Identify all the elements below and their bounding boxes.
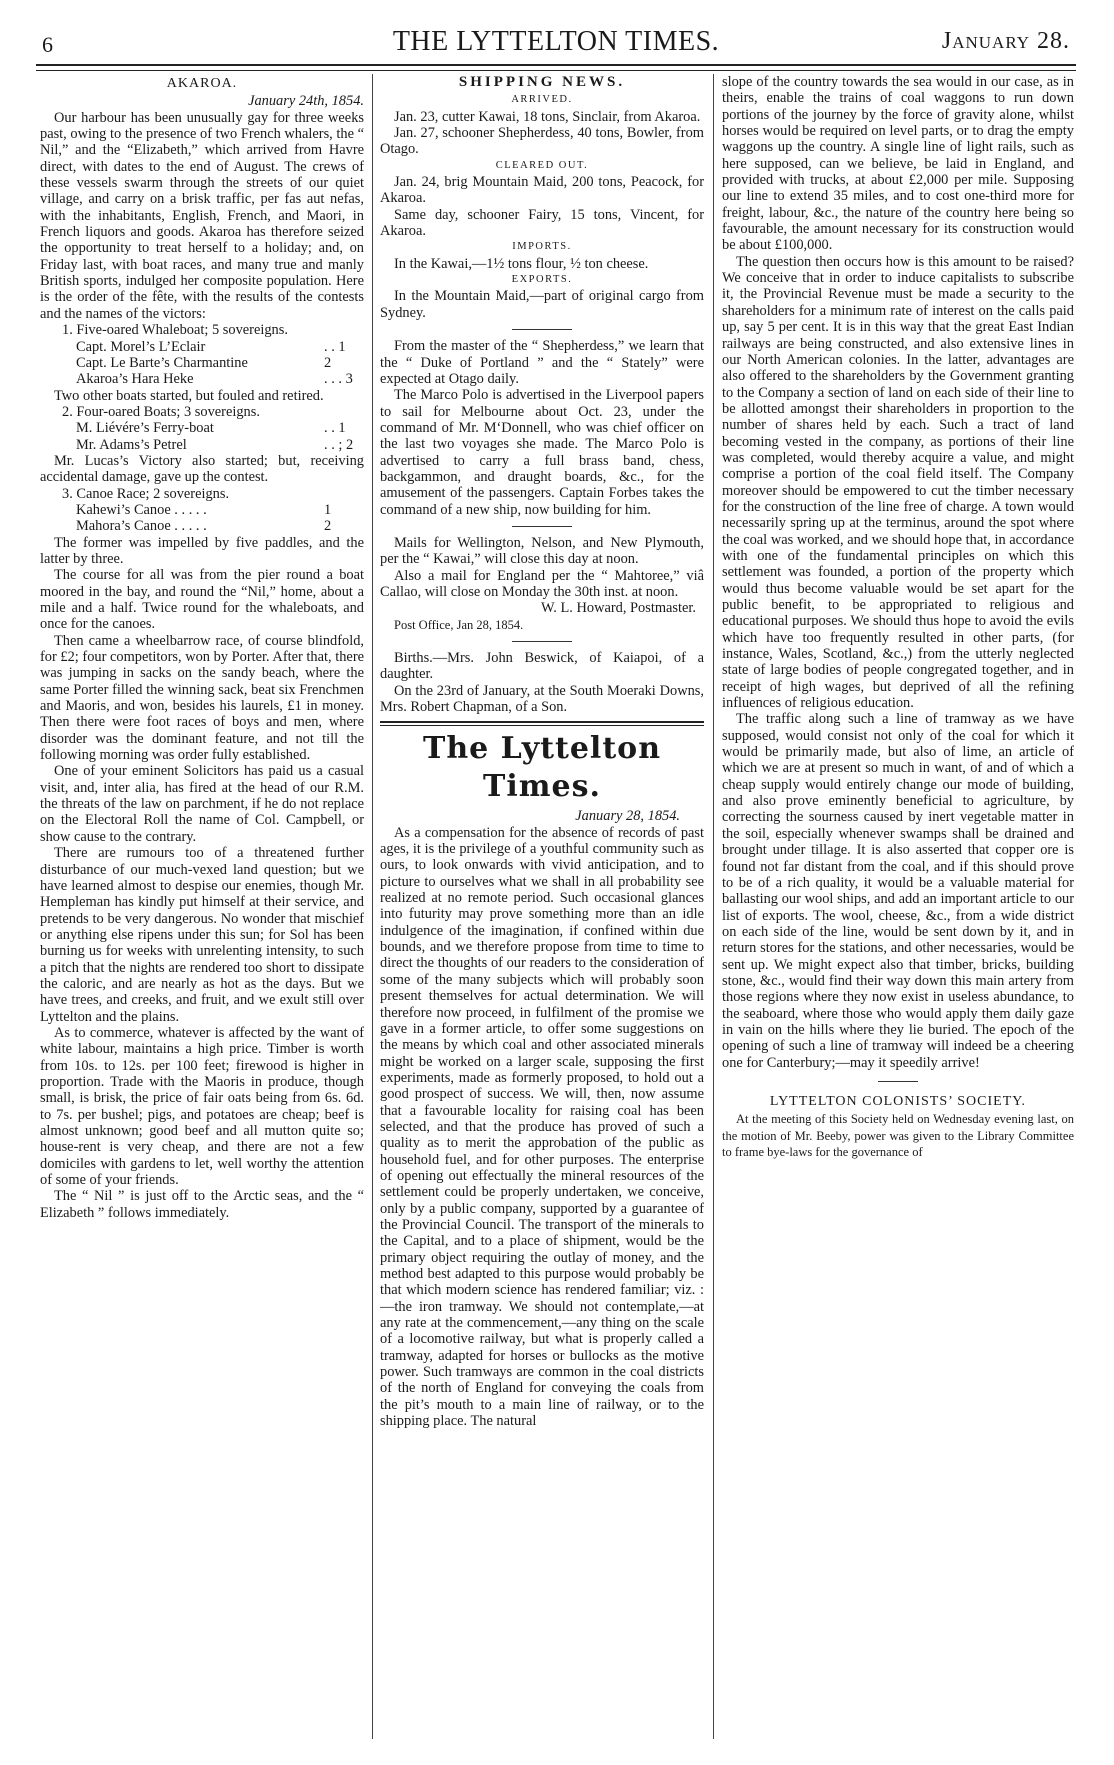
article-paragraph: Two other boats started, but fouled and retired. bbox=[54, 387, 324, 404]
editorial-dateline: January 28, 1854. bbox=[575, 808, 680, 825]
section-divider bbox=[512, 329, 572, 330]
race-title: 3. Canoe Race; 2 sovereigns. bbox=[62, 485, 230, 502]
masthead-rule bbox=[36, 64, 1076, 71]
births-notice: Births.—Mrs. John Beswick, of Kaiapoi, of a daughter. bbox=[380, 650, 704, 683]
newspaper-page bbox=[36, 22, 1076, 1747]
article-paragraph: As to commerce, whatever is affected by the want of white labour, maintains a high price. Timber is worth from 10s. to 12s. per 100 feet; firewood is higher in proportion. Trade with the Maoris in produce, though small, is brisk, the price of fair oats being from 6s. 6d. to 7s. per bushel; pigs, and potatoes are cheap; beef is almost unknown; good beef and all mutton quite so; house-rent is very cheap, and there are not a few domiciles with gardens to let, well worthy the attention of some of your friends. bbox=[40, 1024, 364, 1189]
section-divider bbox=[512, 641, 572, 642]
akaroa-heading: AKAROA. bbox=[166, 76, 238, 91]
article-paragraph: The “ Nil ” is just off to the Arctic seas, and the “ Elizabeth ” follows immediately. bbox=[40, 1188, 364, 1221]
akaroa-dateline: January 24th, 1854. bbox=[248, 93, 364, 110]
race-entry: Kahewi’s Canoe . . . . . 1 bbox=[76, 501, 332, 518]
article-paragraph: Mr. Lucas’s Victory also started; but, receiving accidental damage, gave up the contest. bbox=[40, 452, 364, 486]
editorial-paragraph: As a compensation for the absence of records of past ages, it is the privilege of a youthful community such as ours, to look onwards with vivid anticipation, and to picture to ourselves what we shall in all probability see realized at no remote period. Such occasional glances into futurity may prove something more than an idle indulgence of the imagination, if confined within due bounds, and we therefore propose from time to time to direct the thoughts of our readers to the consideration of some of the many subjects which will probably soon present themselves for actual determination. We will therefore now proceed, in fulfilment of the promise we gave in a former article, to offer some suggestions on the means by which coal and other associated minerals might be worked on a larger scale, supposing the first experiments, made as formerly proposed, to hold out a good prospect of success. We will, then, now assume that a favourable locality for raising coal has been selected, and that the produce has proved of such a quality as to merit the approbation of the public as household fuel, and for other purposes. The enterprise of opening out effectually the mineral resources of the settlement could be properly undertaken, we conceive, only by a public company, supported by a guarantee of the Provincial Council. The transport of the minerals to the Capital, and to a place of shipment, would be the primary object requiring the outlay of money, and the method best adapted to this purpose would probably be that which modern science has rendered familiar; viz. :—the iron tramway. We should not contemplate,—at any rate at the commencement,—any thing on the scale of a locomotive railway, but what is properly called a tramway, adapted for horses or bullocks as the motive power. Such tramways are common in the coal districts of the north of England for conveying the coals from the pit’s mouth to a main line of railway, or to the shipping place. The natural bbox=[380, 824, 704, 1430]
article-paragraph: Our harbour has been unusually gay for three weeks past, owing to the presence of two French whalers, the “ Nil,” and the “Elizabeth,” which arrived from Havre direct, with dates to the end of August. The crews of these vessels swarm through the streets of our quiet village, and carry on a brisk traffic, per fas aut nefas, with the inhabitants, English, French, and Maori, in French liquors and goods. Akaroa has therefore seized the opportunity to treat herself to a holiday; and, on Friday last, with boat races, and many true and manly British sports, indulged her composite population. Here is the order of the fête, with the results of the contests and the names of the victors: bbox=[40, 109, 364, 322]
section-divider bbox=[878, 1081, 918, 1082]
editorial-paragraph: slope of the country towards the sea would in our case, as in theirs, enable the trains of coal waggons to run down portions of the journey by the force of gravity alone, whilst horses would be required on level parts, or to drag the empty waggons up the country. A single line of light rails, such as here supposed, can we believe, be laid in England, and provided with trucks, at about £2,000 per mile. Supposing our line to extend 35 miles, and to cost one-third more for freight, labour, &c., the nature of the country here being so favourable, the amount necessary for its construction would be about £100,000. bbox=[722, 74, 1074, 254]
shipping-heading: SHIPPING NEWS. bbox=[458, 74, 626, 90]
page-number: 6 bbox=[42, 32, 53, 57]
article-paragraph: The course for all was from the pier round a boat moored in the bay, and round the “Nil,” home, about a mile and a half. Twice round for the whaleboats, and once for the canoes. bbox=[40, 567, 364, 633]
shipping-entry: Same day, schooner Fairy, 15 tons, Vincent, for Akaroa. bbox=[380, 206, 704, 240]
masthead bbox=[36, 22, 1076, 62]
article-paragraph: One of your eminent Solicitors has paid us a casual visit, and, inter alia, has fired at the head of our R.M. the threats of the law on parchment, if he do not replace on the Electoral Roll the name of Col. Campbell, or show cause to the contrary. bbox=[40, 763, 364, 845]
race-entry: Akaroa’s Hara Heke . . . 3 bbox=[76, 371, 353, 388]
editorial-paragraph: The traffic along such a line of tramway as we have supposed, would consist not only of the coal for which it would be primarily made, but also of lime, an article of which we are at present so much in want, of and of which a cheap supply would entirely change our mode of building, and also prove eminently beneficial to agriculture, by correcting the sourness caused by inert vegetable matter in the soil, especially whenever swamps shall be drained and brought under tillage. It is also asserted that copper ore is found not far distant from the coal, and if this should prove to be of a rich quality, it would be a valuable material for ballasting our wool ships, and add an important article to our list of exports. The wool, cheese, &c., from a wide district on each side of the line, would be sent down by it, and in return stores for the stations, and other necessaries, would be sent up. We might expect also that timber, bricks, building stone, &c., would find their way down this main artery from those regions where they now exist in useless abundance, to the seaboard, where those who would apply them daily gaze in vain on the hills where they lie buried. The epoch of the opening of such a line of tramway will indeed be a cheering one for Canterbury;—may it speedily arrive! bbox=[722, 711, 1074, 1071]
race-entry: Mahora’s Canoe . . . . . 2 bbox=[76, 518, 332, 535]
postmaster-signature: W. L. Howard, Postmaster. bbox=[541, 600, 696, 617]
post-office-date: Post Office, Jan 28, 1854. bbox=[394, 617, 524, 632]
cleared-label: CLEARED OUT. bbox=[495, 159, 589, 171]
section-divider bbox=[512, 526, 572, 527]
shipping-entry: Jan. 24, brig Mountain Maid, 200 tons, Peacock, for Akaroa. bbox=[380, 174, 704, 207]
news-paragraph: From the master of the “ Shepherdess,” we learn that the “ Duke of Portland ” and the “ Stately” were expected at Otago daily. bbox=[380, 338, 704, 387]
arrived-label: ARRIVED. bbox=[511, 94, 573, 106]
column-editorial-continued bbox=[722, 74, 1074, 1739]
column-divider bbox=[372, 74, 373, 1739]
race-entry: Capt. Morel’s L’Eclair . . 1 bbox=[76, 338, 346, 355]
exports-label: EXPORTS. bbox=[511, 274, 573, 286]
article-paragraph: Then came a wheelbarrow race, of course blindfold, for £2; four competitors, won by Porter. After that, there was jumping in sacks on the sandy beach, where the same Porter filled the winning sack, beat six Frenchmen and Maoris, and won, besides his laurels, £1 in money. Then there were foot races of boys and men, where disorder was the dominant feature, and not till the following morning was order fully established. bbox=[40, 632, 364, 764]
society-heading: LYTTELTON COLONISTS’ SOCIETY. bbox=[769, 1093, 1027, 1109]
mail-notice: Also a mail for England per the “ Mahtoree,” viâ Callao, will close on Monday the 30th inst. at noon. bbox=[380, 567, 704, 600]
editorial-paragraph: The question then occurs how is this amount to be raised? We conceive that in order to induce capitalists to subscribe it, the Provincial Revenue must be made a security to the shareholders for a minimum rate of interest on the calls paid up, say 5 per cent. It is in this way that the great East Indian railways are being constructed, and also extensive lines in our North American colonies. In the latter, advantages are also offered to the shareholders by the Government granting to the Company a section of land on each side of their line to be allotted amongst their shareholders in proportion to the number of shares held by each. Such a tract of land becoming vested in the company, as portions of their line was completed, would thereby acquire a value, and might comprise a portion of the coal field itself. The Company moreover should be empowered to cut the timber necessary for the construction of the line free of charge. A town would necessarily spring up at the terminus, around the spot where the coal was worked, and we should hope that, in accordance with one of the fundamental principles on which this settlement was founded, a portion of the property which would thus become valuable would be set apart for the public benefit, to be appropriated to religious and educational purposes. We should thus hope to avoid the evils which have too frequently resulted in other parts, (for instance, Wales, Scotland, &c.,) from the utterly neglected state of large bodies of people congregated together, and in receipt of high wages, but deprived of all the refining influences of religious education. bbox=[722, 253, 1074, 712]
births-notice: On the 23rd of January, at the South Moeraki Downs, Mrs. Robert Chapman, of a Son. bbox=[380, 682, 704, 716]
column-akaroa bbox=[40, 74, 364, 1739]
mail-notice: Mails for Wellington, Nelson, and New Plymouth, per the “ Kawai,” will close this day at noon. bbox=[380, 534, 704, 568]
imports-label: IMPORTS. bbox=[512, 241, 572, 253]
race-title: 2. Four-oared Boats; 3 sovereigns. bbox=[62, 403, 260, 420]
newspaper-title: THE LYTTELTON TIMES. bbox=[392, 26, 720, 57]
shipping-entry: Jan. 23, cutter Kawai, 18 tons, Sinclair, from Akaroa. bbox=[394, 108, 701, 125]
editorial-rule bbox=[380, 721, 704, 726]
shipping-entry: In the Kawai,—1½ tons flour, ½ ton cheese. bbox=[394, 255, 649, 272]
shipping-entry: In the Mountain Maid,—part of original cargo from Sydney. bbox=[380, 288, 704, 321]
race-entry: Capt. Le Barte’s Charmantine 2 bbox=[76, 354, 332, 371]
article-paragraph: There are rumours too of a threatened further disturbance of our much-vexed land question; but we have learned almost to despise our enemies, though Mr. Hempleman has kindly put himself at their service, and pretends to be very dangerous. No wonder that mischief or anything else ripens under this sun; for Sol has been burning us for weeks with unrelenting intensity, to such a pitch that the nights are rendered too short to dissipate the caloric, and are nearly as hot as the days. But we have trees, and creeks, and fruit, and we exult still over Lyttelton and the plains. bbox=[40, 845, 364, 1025]
editorial-title: The Lyttelton Times. bbox=[423, 731, 661, 805]
society-paragraph: At the meeting of this Society held on Wednesday evening last, on the motion of Mr. Beeby, power was given to the Library Committee to frame bye-laws for the governance of bbox=[722, 1112, 1074, 1159]
race-title: 1. Five-oared Whaleboat; 5 sovereigns. bbox=[62, 322, 288, 339]
column-divider bbox=[713, 74, 714, 1739]
race-entry: Mr. Adams’s Petrel . . ; 2 bbox=[76, 436, 354, 453]
news-paragraph: The Marco Polo is advertised in the Liverpool papers to sail for Melbourne about Oct. 23, under the command of Mr. M‘Donnell, who was chief officer on the last two voyages she made. The Marco Polo is advertised to carry a full brass band, chess, backgammon, and draught boards, &c., for the amusement of the passengers. Captain Forbes takes the command of a new ship, now building for him. bbox=[380, 387, 704, 518]
article-paragraph: The former was impelled by five paddles, and the latter by three. bbox=[40, 534, 364, 567]
issue-date: January 28. bbox=[941, 28, 1070, 54]
shipping-entry: Jan. 27, schooner Shepherdess, 40 tons, Bowler, from Otago. bbox=[380, 125, 704, 158]
race-entry: M. Liévére’s Ferry-boat . . 1 bbox=[76, 420, 346, 437]
column-shipping-editorial bbox=[380, 74, 704, 1739]
